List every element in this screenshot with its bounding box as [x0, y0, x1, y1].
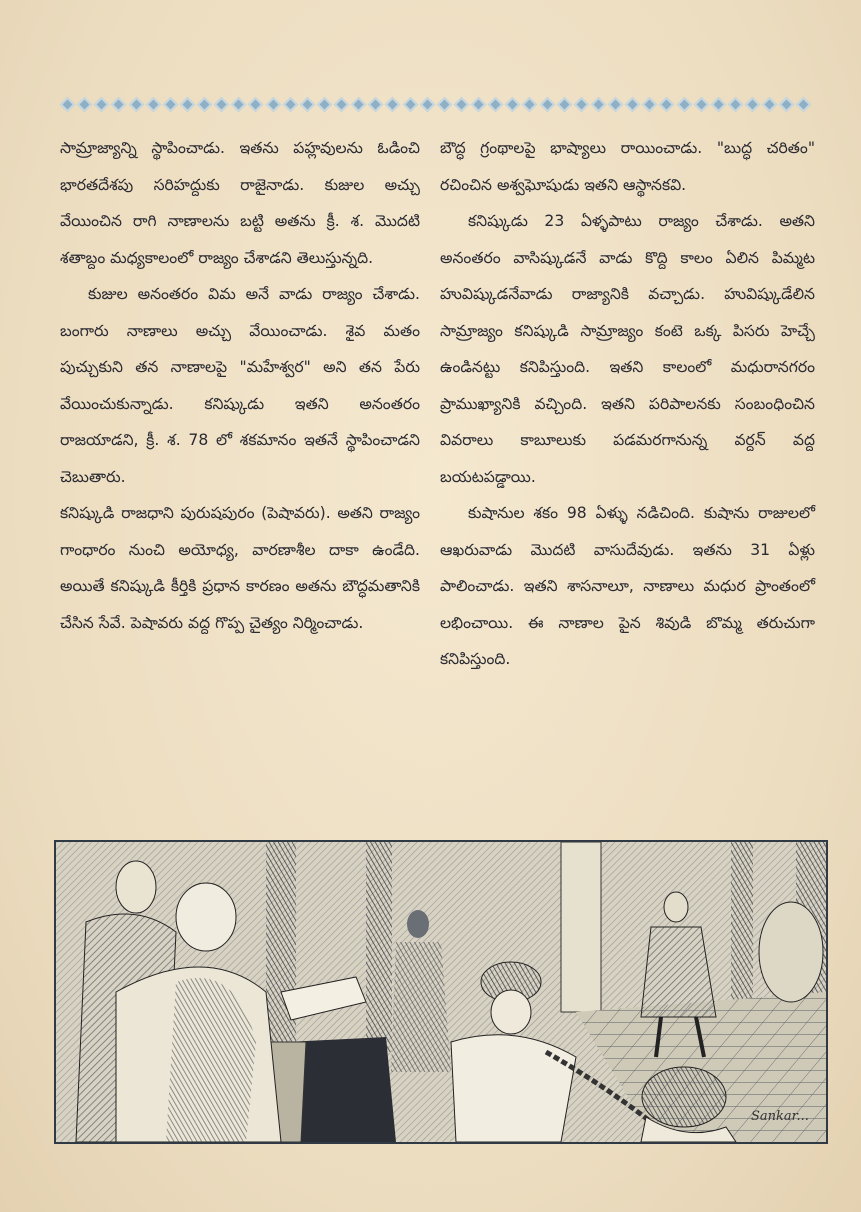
border-diamond — [265, 96, 281, 112]
border-diamond — [111, 96, 127, 112]
border-diamond — [351, 96, 367, 112]
border-diamond — [180, 96, 196, 112]
border-diamond — [162, 96, 178, 112]
border-diamond — [128, 96, 144, 112]
border-diamond — [796, 96, 812, 112]
king-head — [664, 892, 688, 922]
monk-head — [116, 861, 156, 913]
border-diamond — [385, 96, 401, 112]
border-diamond — [625, 96, 641, 112]
monk-head — [176, 883, 236, 951]
border-diamond — [591, 96, 607, 112]
paragraph: కనిష్కుడు 23 ఏళ్ళపాటు రాజ్యం చేశాడు. అతని అనంతరం వాసిష్కుడనే వాడు కొద్ది కాలం ఏలిన పిమ్మట హువిష్కుడనేవాడు రాజ్యానికి వచ్చాడు. హువిష్కుడేలిన సామ్రాజ్యం కనిష్కుడి సామ్రాజ్యం కంటె ఒక్క పిసరు హెచ్చే ఉండినట్టు కనిపిస్తుంది. ఇతని కాలంలో మధురానగరం ప్రాముఖ్యానికి వచ్చింది. ఇతని పరిపాలనకు సంబంధించిన వివరాలు కాబూలుకు పడమరగానున్న వర్దన్ వద్ద బయటపడ్డాయి. — [440, 212, 815, 486]
left-text-column — [60, 130, 420, 641]
border-diamond — [488, 96, 504, 112]
border-diamond — [402, 96, 418, 112]
border-diamond — [573, 96, 589, 112]
border-diamond — [522, 96, 538, 112]
border-diamond — [231, 96, 247, 112]
border-diamond — [676, 96, 692, 112]
pillar — [561, 842, 601, 1012]
border-diamond — [728, 96, 744, 112]
border-diamond — [471, 96, 487, 112]
paragraph: కుషానుల శకం 98 ఏళ్ళు నడిచింది. కుషాను రాజులలో ఆఖరువాడు మొదటి వాసుదేవుడు. ఇతను 31 ఏళ్లు పాలించాడు. ఇతని శాసనాలూ, నాణాలు మధుర ప్రాంతంలో లభించాయి. ఈ నాణాల పైన శివుడి బొమ్మ తరుచుగా కనిపిస్తుంది. — [440, 504, 815, 668]
illustration-drawing — [56, 842, 826, 1142]
inscribed-stone — [759, 902, 823, 1002]
standing-figure — [391, 942, 451, 1072]
border-diamond — [317, 96, 333, 112]
border-diamond — [368, 96, 384, 112]
border-diamond — [77, 96, 93, 112]
border-diamond — [659, 96, 675, 112]
border-diamond — [762, 96, 778, 112]
border-diamond — [282, 96, 298, 112]
paragraph: కనిష్కుడి రాజధాని పురుషపురం (పెషావరు). అతని రాజ్యం గాంధారం నుంచి అయోధ్య, వారణాశీల దాకా ఉండేది. అయితే కనిష్కుడి కీర్తికి ప్రధాన కారణం అతను బౌద్ధమతానికి చేసిన సేవే. పెషావరు వద్ద గొప్ప చైత్యం నిర్మించాడు. — [60, 504, 420, 632]
artist-signature: Sankar... — [751, 1109, 809, 1124]
border-diamond — [608, 96, 624, 112]
border-diamond — [145, 96, 161, 112]
paragraph: బౌద్ధ గ్రంథాలపై భాష్యాలు రాయించాడు. "బుద్ధ చరితం" రచించిన అశ్వఘోషుడు ఇతని ఆస్థానకవి. — [440, 139, 815, 194]
border-diamond — [197, 96, 213, 112]
border-diamond — [505, 96, 521, 112]
foreground-turban — [642, 1067, 726, 1127]
pillar — [366, 842, 392, 1052]
border-diamond — [60, 96, 76, 112]
border-diamond — [556, 96, 572, 112]
border-diamond — [710, 96, 726, 112]
border-diamond — [745, 96, 761, 112]
border-diamond — [299, 96, 315, 112]
border-diamond — [419, 96, 435, 112]
paragraph: కుజుల అనంతరం విమ అనే వాడు రాజ్యం చేశాడు. బంగారు నాణాలు అచ్చు వేయించాడు. శైవ మతం పుచ్చుకుని తన నాణాలపై "మహేశ్వర" అని తన పేరు వేయించుకున్నాడు. కనిష్కుడు ఇతని అనంతరం రాజయాడని, క్రీ. శ. 78 లో శకమానం ఇతనే స్థాపించాడని చెబుతారు. — [60, 285, 420, 486]
border-diamond — [214, 96, 230, 112]
border-diamond — [539, 96, 555, 112]
decorative-border — [62, 93, 810, 115]
figure-head — [407, 910, 429, 938]
border-diamond — [454, 96, 470, 112]
border-diamond — [779, 96, 795, 112]
illustration — [54, 840, 828, 1144]
border-diamond — [642, 96, 658, 112]
sculptor-head — [491, 990, 531, 1034]
border-diamond — [248, 96, 264, 112]
border-diamond — [334, 96, 350, 112]
right-text-column — [440, 130, 815, 678]
sculptor-body — [451, 1035, 576, 1142]
border-diamond — [436, 96, 452, 112]
border-diamond — [94, 96, 110, 112]
border-diamond — [693, 96, 709, 112]
paragraph: సామ్రాజ్యాన్ని స్థాపించాడు. ఇతను పహ్లవులను ఓడించి భారతదేశపు సరిహద్దుకు రాజైనాడు. కుజుల అచ్చు వేయించిన రాగి నాణాలను బట్టి అతను క్రీ. శ. మొదటి శతాబ్దం మధ్యకాలంలో రాజ్యం చేశాడని తెలుస్తున్నది. — [60, 139, 420, 267]
